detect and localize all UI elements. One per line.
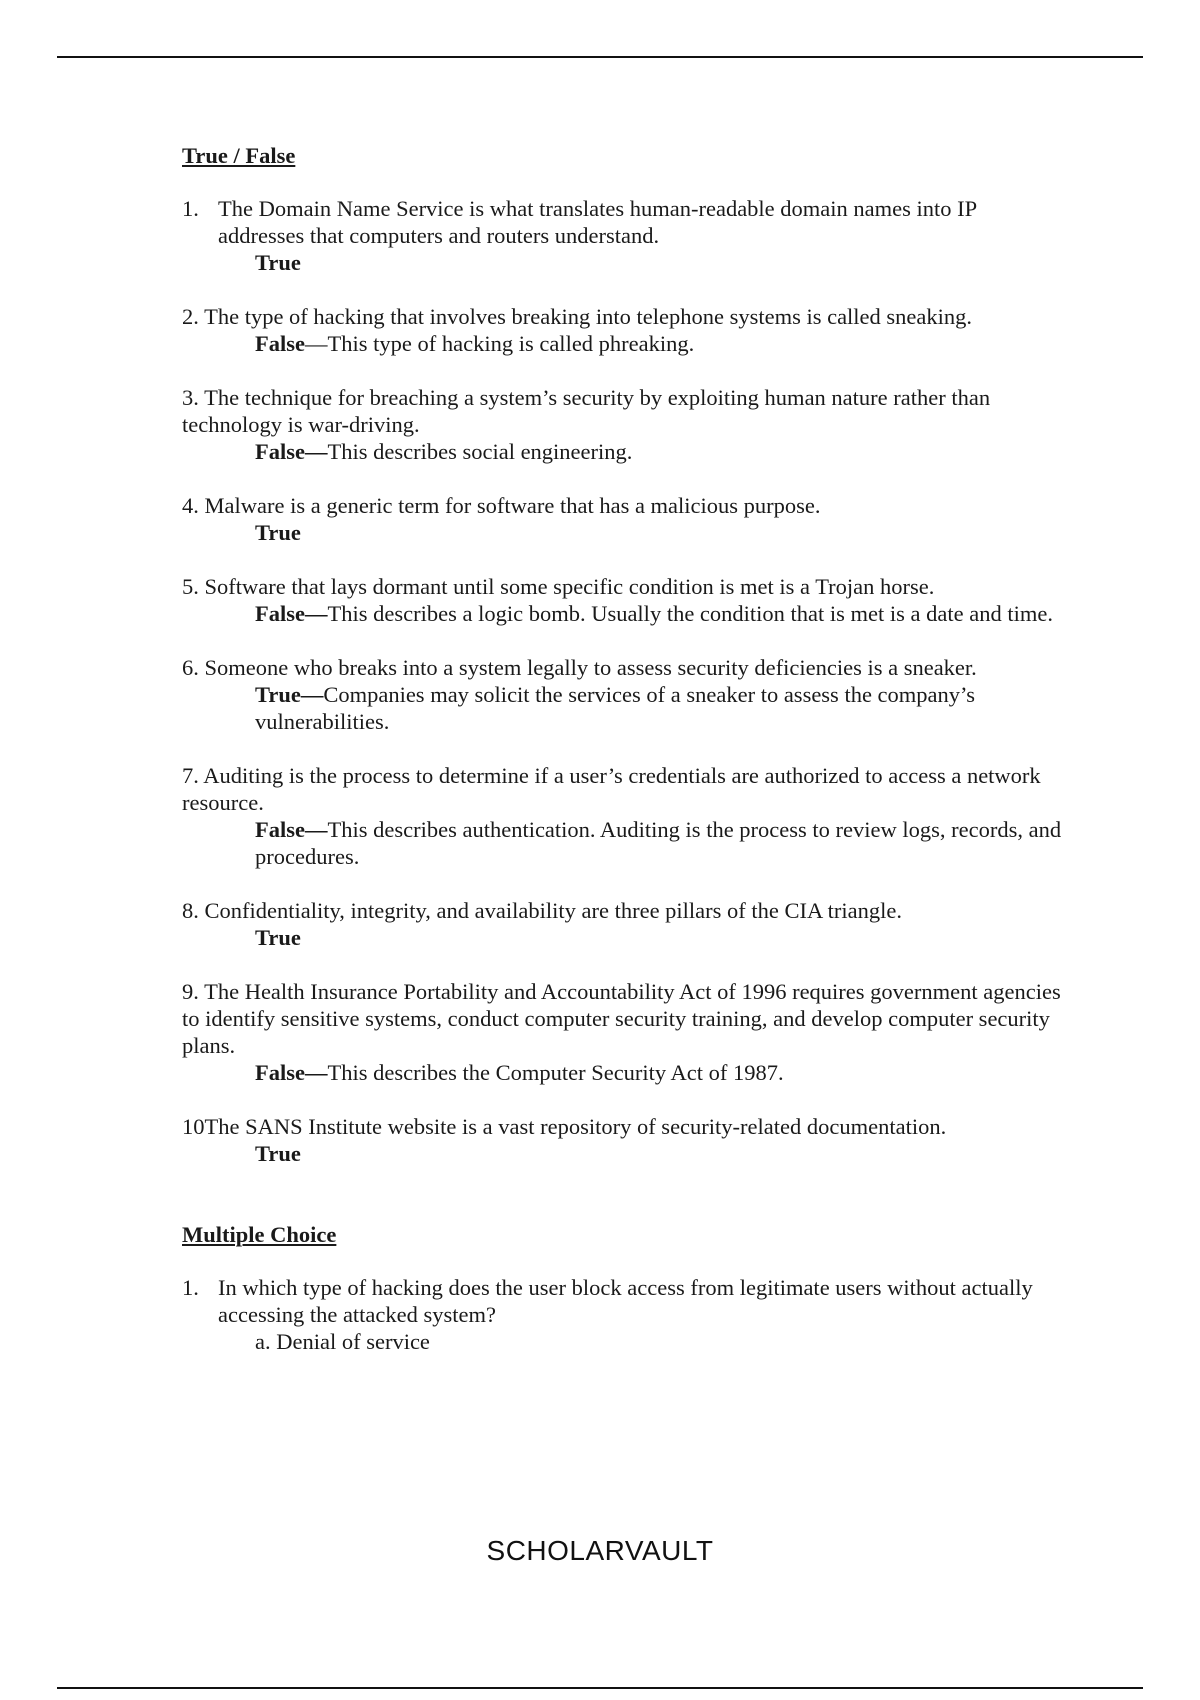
question-number: 4. (182, 493, 199, 518)
top-rule (57, 56, 1143, 58)
answer-explanation: This describes a logic bomb. Usually the condition that is met is a date and time. (327, 601, 1053, 626)
tf-question-3 (182, 384, 1062, 465)
tf-question-1 (182, 195, 1062, 276)
document-body (182, 142, 1062, 1355)
answer-verdict: False— (255, 817, 328, 842)
answer (255, 1140, 1062, 1167)
question-number: 1. (182, 196, 199, 221)
question-text: Confidentiality, integrity, and availability are three pillars of the CIA triangle. (204, 898, 902, 923)
bottom-rule (57, 1687, 1143, 1689)
answer-verdict: True (255, 1141, 301, 1166)
tf-question-6 (182, 654, 1062, 735)
question-text: The type of hacking that involves breaking into telephone systems is called sneaking. (204, 304, 973, 329)
answer (255, 1059, 1062, 1086)
answer-verdict: True (255, 925, 301, 950)
watermark-text: SCHOLARVAULT (486, 1535, 714, 1566)
tf-question-8 (182, 897, 1062, 951)
tf-question-2 (182, 303, 1062, 357)
question-number: 3. (182, 385, 199, 410)
section-title-multiple-choice: Multiple Choice (182, 1222, 337, 1247)
answer (255, 816, 1062, 870)
question-number: 8. (182, 898, 199, 923)
question-number: 1. (182, 1275, 199, 1300)
question-number: 9. (182, 979, 199, 1004)
answer-verdict: True— (255, 682, 324, 707)
answer-verdict: False— (255, 439, 328, 464)
question-number: 6. (182, 655, 199, 680)
answer (255, 438, 1062, 465)
answer-explanation: This describes social engineering. (327, 439, 633, 464)
answer-verdict: False— (255, 601, 328, 626)
tf-question-10 (182, 1113, 1062, 1167)
question-number: 5. (182, 574, 199, 599)
answer (255, 519, 1062, 546)
answer-explanation: This describes the Computer Security Act of 1987. (327, 1060, 784, 1085)
answer (255, 249, 1062, 276)
answer-verdict: False— (255, 1060, 328, 1085)
question-number: 2. (182, 304, 199, 329)
answer (255, 600, 1062, 627)
question-text: In which type of hacking does the user block access from legitimate users without actually accessing the attacked system? (218, 1275, 1033, 1327)
answer-explanation: Companies may solicit the services of a sneaker to assess the company’s vulnerabilities. (255, 682, 976, 734)
tf-question-5 (182, 573, 1062, 627)
answer-explanation: —This type of hacking is called phreaking. (305, 331, 695, 356)
question-text: Malware is a generic term for software that has a malicious purpose. (204, 493, 821, 518)
answer (255, 330, 1062, 357)
tf-question-9 (182, 978, 1062, 1086)
mc-question-1 (182, 1274, 1062, 1355)
question-number: 10 (182, 1114, 205, 1139)
tf-question-4 (182, 492, 1062, 546)
question-text: The Domain Name Service is what translates human-readable domain names into IP addresses that computers and routers understand. (218, 196, 977, 248)
question-text: Software that lays dormant until some specific condition is met is a Trojan horse. (204, 574, 935, 599)
answer-verdict: False (255, 331, 305, 356)
section-title-true-false: True / False (182, 143, 296, 168)
tf-question-7 (182, 762, 1062, 870)
answer-verdict: True (255, 520, 301, 545)
question-text: Someone who breaks into a system legally to assess security deficiencies is a sneaker. (204, 655, 977, 680)
answer-verdict: True (255, 250, 301, 275)
answer (255, 924, 1062, 951)
answer-explanation: This describes authentication. Auditing is the process to review logs, records, and procedures. (255, 817, 1062, 869)
question-text: The SANS Institute website is a vast repository of security-related documentation. (204, 1114, 947, 1139)
answer (255, 681, 1062, 735)
question-number: 7. (182, 763, 199, 788)
answer-option: a. Denial of service (255, 1329, 430, 1354)
question-text: The technique for breaching a system’s security by exploiting human nature rather than technology is war-driving. (182, 385, 991, 437)
question-text: The Health Insurance Portability and Accountability Act of 1996 requires government agencies to identify sensitive systems, conduct computer security training, and develop computer security plans. (182, 979, 1061, 1058)
question-text: Auditing is the process to determine if a user’s credentials are authorized to access a network resource. (182, 763, 1041, 815)
